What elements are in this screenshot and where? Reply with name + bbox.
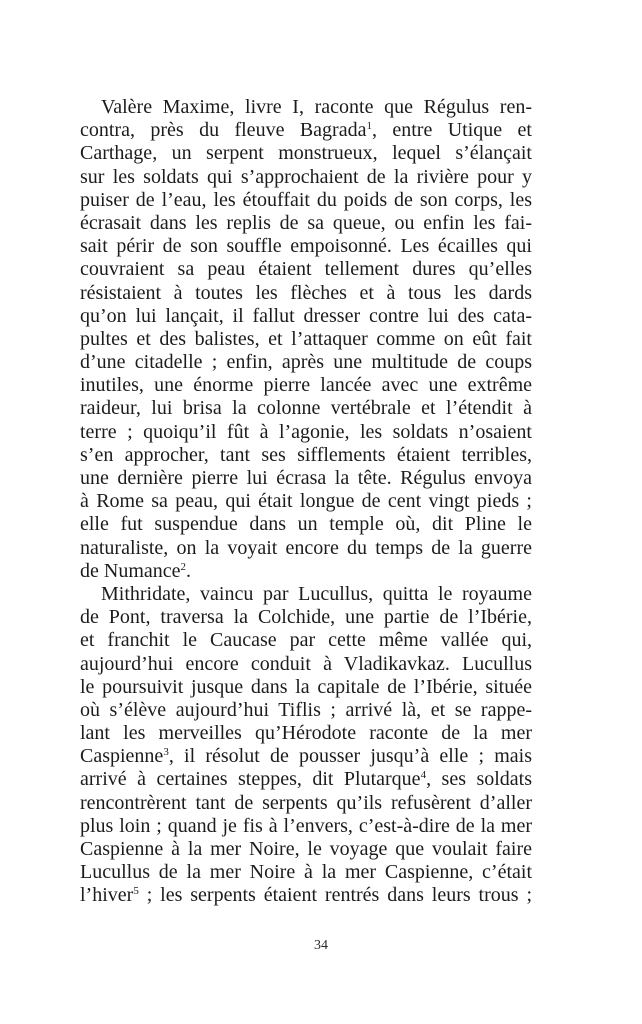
text-line: couvraient sa peau étaient tellement dures qu’elles — [80, 258, 532, 281]
text-line: Caspienne$^3$, il résolut de pousser jusqu’à elle ; mais — [80, 745, 532, 768]
text-line: Mithridate, vaincu par Lucullus, quitta le royaume — [101, 582, 532, 605]
text-line: une dernière pierre lui écrasa la tête. Régulus envoya — [80, 467, 532, 489]
text-line: écrasait dans les replis de sa queue, ou enfin les fai- — [80, 211, 532, 234]
text-line: plus loin ; quand je fis à l’envers, c’est-à-dire de la mer — [80, 814, 532, 837]
text-line: elle fut suspendue dans un temple où, dit Pline le — [80, 513, 532, 536]
footnote-ref: 5 — [133, 885, 139, 898]
text-line: le poursuivit jusque dans la capitale de l’Ibérie, située — [80, 675, 532, 698]
text-line: d’une citadelle ; enfin, après une multitude de coups — [80, 351, 532, 374]
text-line: lant les merveilles qu’Hérodote raconte de la mer — [80, 722, 532, 745]
text-line: s’en approcher, tant ses sifflements étaient terribles, — [80, 443, 532, 466]
footnote-ref: 3 — [163, 746, 169, 759]
text-line: rencontrèrent tant de serpents qu’ils refusèrent d’aller — [80, 791, 532, 814]
text-line: arrivé à certaines steppes, dit Plutarque$^4$, ses soldats — [80, 768, 532, 791]
text-line: à Rome sa peau, qui était longue de cent vingt pieds ; — [80, 490, 532, 513]
text-line: de Numance$^2$. — [80, 559, 192, 582]
footnote-ref: 2 — [180, 560, 187, 573]
text-line: l’hiver$^5$ ; les serpents étaient rentrés dans leurs trous ; — [80, 884, 532, 907]
text-line: contra, près du fleuve Bagrada$^1$, entre Utique et — [80, 119, 532, 142]
footnote-ref: 4 — [420, 769, 427, 782]
text-line: naturaliste, on la voyait encore du temps de la guerre — [80, 536, 532, 559]
text-line: Lucullus de la mer Noire à la mer Caspienne, c’était — [80, 861, 532, 884]
text-line: sait périr de son souffle empoisonné. Les écailles qui — [80, 235, 532, 258]
text-line: Valère Maxime, livre I, raconte que Régulus ren- — [101, 96, 532, 118]
text-line: où s’élève aujourd’hui Tiflis ; arrivé là, et se rappe- — [80, 698, 532, 721]
text-line: de Pont, traversa la Colchide, une partie de l’Ibérie, — [80, 606, 532, 629]
text-line: inutiles, une énorme pierre lancée avec une extrême — [80, 374, 532, 397]
text-line: aujourd’hui encore conduit à Vladikavkaz. Lucullus — [80, 652, 532, 675]
text-line: terre ; quoiqu’il fût à l’agonie, les soldats n’osaient — [80, 420, 532, 443]
text-line: puiser de l’eau, les étouffait du poids de son corps, les — [80, 188, 532, 211]
text-line: qu’on lui lançait, il fallut dresser contre lui des cata- — [80, 304, 532, 327]
page-number: 34 — [314, 938, 328, 953]
text-line: Carthage, un serpent monstrueux, lequel s’élançait — [80, 142, 532, 165]
text-line: Caspienne à la mer Noire, le voyage que voulait faire — [80, 838, 532, 860]
text-line: et franchit le Caucase par cette même vallée qui, — [80, 629, 532, 652]
page-text-block — [80, 96, 532, 908]
text-line: résistaient à toutes les flèches et à tous les dards — [80, 281, 532, 304]
text-line: sur les soldats qui s’approchaient de la rivière pour y — [80, 165, 532, 188]
text-line: raideur, lui brisa la colonne vertébrale et l’étendit à — [80, 397, 532, 420]
text-line: pultes et des balistes, et l’attaquer comme on eût fait — [80, 327, 532, 350]
footnote-ref: 1 — [366, 120, 372, 133]
